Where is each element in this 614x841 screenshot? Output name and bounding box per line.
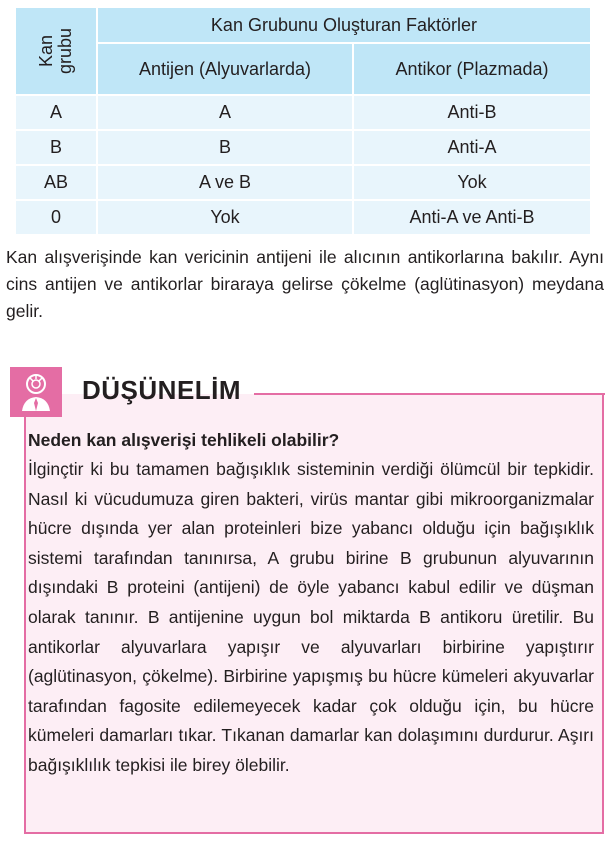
table-row <box>15 95 591 130</box>
blood-group-cell: 0 <box>15 200 97 235</box>
antibody-cell: Anti-A ve Anti-B <box>353 200 591 235</box>
antigen-cell: B <box>97 130 353 165</box>
thinking-person-icon <box>10 367 62 417</box>
antibody-cell: Anti-A <box>353 130 591 165</box>
blood-group-cell: B <box>15 130 97 165</box>
table-row <box>15 130 591 165</box>
table-row <box>15 200 591 235</box>
factors-header: Kan Grubunu Oluşturan Faktörler <box>97 7 591 43</box>
antigen-cell: A ve B <box>97 165 353 200</box>
antibody-header: Antikor (Plazmada) <box>353 43 591 95</box>
antigen-header: Antijen (Alyuvarlarda) <box>97 43 353 95</box>
antigen-cell: A <box>97 95 353 130</box>
blood-group-cell: A <box>15 95 97 130</box>
title-divider <box>254 393 605 395</box>
corner-label-line1: Kan <box>35 34 56 67</box>
blood-group-header <box>15 7 97 95</box>
think-question: Neden kan alışverişi tehlikeli olabilir? <box>28 430 340 450</box>
blood-group-table <box>14 6 592 236</box>
think-text: İlginçtir ki bu tamamen bağışıklık sisteminin verdiği ölümcül bir tepkidir. Nasıl ki vücudumuza giren bakteri, virüs mantar gibi mikroorganizmalar hücre dışında yer alan proteinleri bize yabancı olduğu için bağışıklık sistemi tarafından tanınırsa, A grubu birine B grubunun alyuvarının dışındaki B proteini (antijeni) de öyle yabancı kabul edilir ve düşman olarak tanınır. B antijenine uygun bol miktarda B antikoru üretilir. Bu antikorlar alyuvarlara yapışır ve alyuvarları birbirine yapıştırır (aglütinasyon, çökelme). Birbirine yapışmış bu hücre kümeleri akyuvarlar tarafından fagosite edilemeyecek kadar çok olduğu için, bu hücre kümeleri damarları tıkar. Tıkanan damarlar kan dolaşımını durdurur. Aşırı bağışıklılık tepkisi ile birey ölebilir. <box>28 459 594 775</box>
antibody-cell: Anti-B <box>353 95 591 130</box>
think-title: DÜŞÜNELİM <box>82 375 242 405</box>
antigen-cell: Yok <box>97 200 353 235</box>
antibody-cell: Yok <box>353 165 591 200</box>
body-paragraph: Kan alışverişinde kan vericinin antijeni ile alıcının antikorlarına bakılır. Aynı cins antijen ve antikorlar biraraya gelirse çökelme (aglütinasyon) meydana gelir. <box>6 247 604 321</box>
corner-label-line2: grubu <box>54 27 75 74</box>
blood-group-cell: AB <box>15 165 97 200</box>
table-row <box>15 165 591 200</box>
